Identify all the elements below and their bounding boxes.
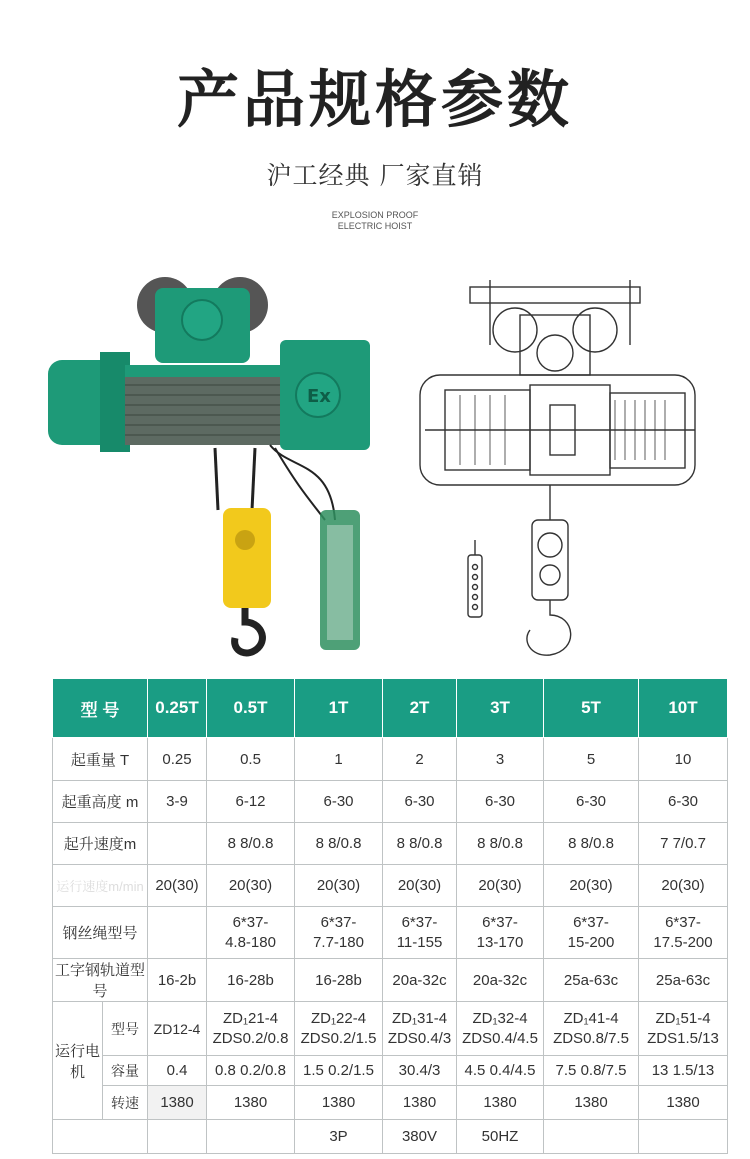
table-row [53,865,728,907]
table-cell [148,907,207,959]
table-row [53,1086,728,1120]
table-cell: 6-30 [457,781,544,823]
table-cell: 3P [295,1120,383,1154]
page-subtitle: 沪工经典 厂家直销 [266,161,484,190]
table-cell: 16-28b [207,959,295,1002]
table-cell [148,1120,207,1154]
table-cell: ZD12-4 [148,1002,207,1056]
hoist-illustration [40,270,375,670]
table-row [53,823,728,865]
table-cell: 20(30) [457,865,544,907]
table-cell: ZD₁31-4 ZDS0.4/3 [383,1002,457,1056]
table-cell: ZD₁41-4 ZDS0.8/7.5 [544,1002,639,1056]
table-cell: ZD₁21-4 ZDS0.2/0.8 [207,1002,295,1056]
table-cell: 1380 [639,1086,728,1120]
table-cell: 6*37- 17.5-200 [639,907,728,959]
table-cell: 10 [639,738,728,781]
table-cell [639,1120,728,1154]
table-cell: 4.5 0.4/4.5 [457,1056,544,1086]
table-cell: 5 [544,738,639,781]
row-label: 起重高度 m [53,781,148,823]
english-caption-line2: ELECTRIC HOIST [337,221,413,231]
table-cell: 6*37- 7.7-180 [295,907,383,959]
table-row [53,738,728,781]
table-cell: 6*37- 15-200 [544,907,639,959]
table-cell: 6-30 [639,781,728,823]
table-cell: 6-30 [295,781,383,823]
table-cell: 6*37- 11-155 [383,907,457,959]
row-label: 起升速度m [53,823,148,865]
table-cell: 3 [457,738,544,781]
hoist-photo [40,270,375,670]
table-cell: 0.4 [148,1056,207,1086]
header-col: 2T [383,679,457,738]
technical-drawing [400,275,720,670]
table-cell: 380V [383,1120,457,1154]
table-cell: 6-30 [544,781,639,823]
drawing-illustration [400,275,720,670]
hook [235,608,263,653]
motor-group-label: 运行电机 [53,1002,103,1120]
table-cell: 25a-63c [544,959,639,1002]
table-cell: 0.5 [207,738,295,781]
table-row [53,1002,728,1056]
row-label: 钢丝绳型号 [53,907,148,959]
row-label: 起重量 T [53,738,148,781]
header-col: 1T [295,679,383,738]
english-caption [0,210,750,232]
table-cell: 1380 [544,1086,639,1120]
table-cell: 16-2b [148,959,207,1002]
table-cell: 50HZ [457,1120,544,1154]
row-label: 转速 [103,1086,148,1120]
header-col: 3T [457,679,544,738]
table-cell: 1380 [457,1086,544,1120]
table-header-row [53,679,728,738]
table-cell: 7 7/0.7 [639,823,728,865]
table-row [53,907,728,959]
row-label: 工字钢轨道型号 [53,959,148,1002]
table-cell: 1380 [207,1086,295,1120]
table-cell: 3-9 [148,781,207,823]
table-cell: 1 [295,738,383,781]
table-cell: 20(30) [148,865,207,907]
table-cell [207,1120,295,1154]
header-col: 10T [639,679,728,738]
table-cell: 1380 [148,1086,207,1120]
header-model-label: 型 号 [53,679,148,738]
table-cell: 8 8/0.8 [457,823,544,865]
table-cell: 8 8/0.8 [207,823,295,865]
header-col: 5T [544,679,639,738]
table-cell: 6-12 [207,781,295,823]
table-row [53,1056,728,1086]
table-cell: ZD₁32-4 ZDS0.4/4.5 [457,1002,544,1056]
table-cell: 20(30) [295,865,383,907]
table-cell: ZD₁51-4 ZDS1.5/13 [639,1002,728,1056]
spec-table [52,678,728,1154]
table-cell: 25a-63c [639,959,728,1002]
table-cell: 6*37- 4.8-180 [207,907,295,959]
english-caption-line1: EXPLOSION PROOF [331,210,419,220]
row-label: 运行速度m/min [53,865,148,907]
table-cell: 0.25 [148,738,207,781]
table-cell: 1380 [383,1086,457,1120]
table-row [53,781,728,823]
page-title: 产品规格参数 [176,63,573,136]
table-cell: 8 8/0.8 [295,823,383,865]
table-cell: 20(30) [639,865,728,907]
header-col: 0.25T [148,679,207,738]
table-cell: 20(30) [544,865,639,907]
table-cell: 1380 [295,1086,383,1120]
hook-block [223,508,271,608]
table-cell [148,823,207,865]
table-cell: 20(30) [207,865,295,907]
table-cell: 6-30 [383,781,457,823]
table-cell: 7.5 0.8/7.5 [544,1056,639,1086]
table-cell: 20a-32c [383,959,457,1002]
table-row [53,1120,728,1154]
table-cell: ZD₁22-4 ZDS0.2/1.5 [295,1002,383,1056]
table-cell: 13 1.5/13 [639,1056,728,1086]
table-cell: 16-28b [295,959,383,1002]
header-col: 0.5T [207,679,295,738]
ex-mark: Ex [307,386,331,407]
table-cell: 8 8/0.8 [544,823,639,865]
row-label: 型号 [103,1002,148,1056]
table-cell: 6*37- 13-170 [457,907,544,959]
table-cell [544,1120,639,1154]
power-row-label [53,1120,148,1154]
table-cell: 30.4/3 [383,1056,457,1086]
table-cell: 20a-32c [457,959,544,1002]
table-cell: 0.8 0.2/0.8 [207,1056,295,1086]
table-cell: 2 [383,738,457,781]
table-cell: 1.5 0.2/1.5 [295,1056,383,1086]
table-row [53,959,728,1002]
row-label: 容量 [103,1056,148,1086]
table-cell: 20(30) [383,865,457,907]
table-cell: 8 8/0.8 [383,823,457,865]
